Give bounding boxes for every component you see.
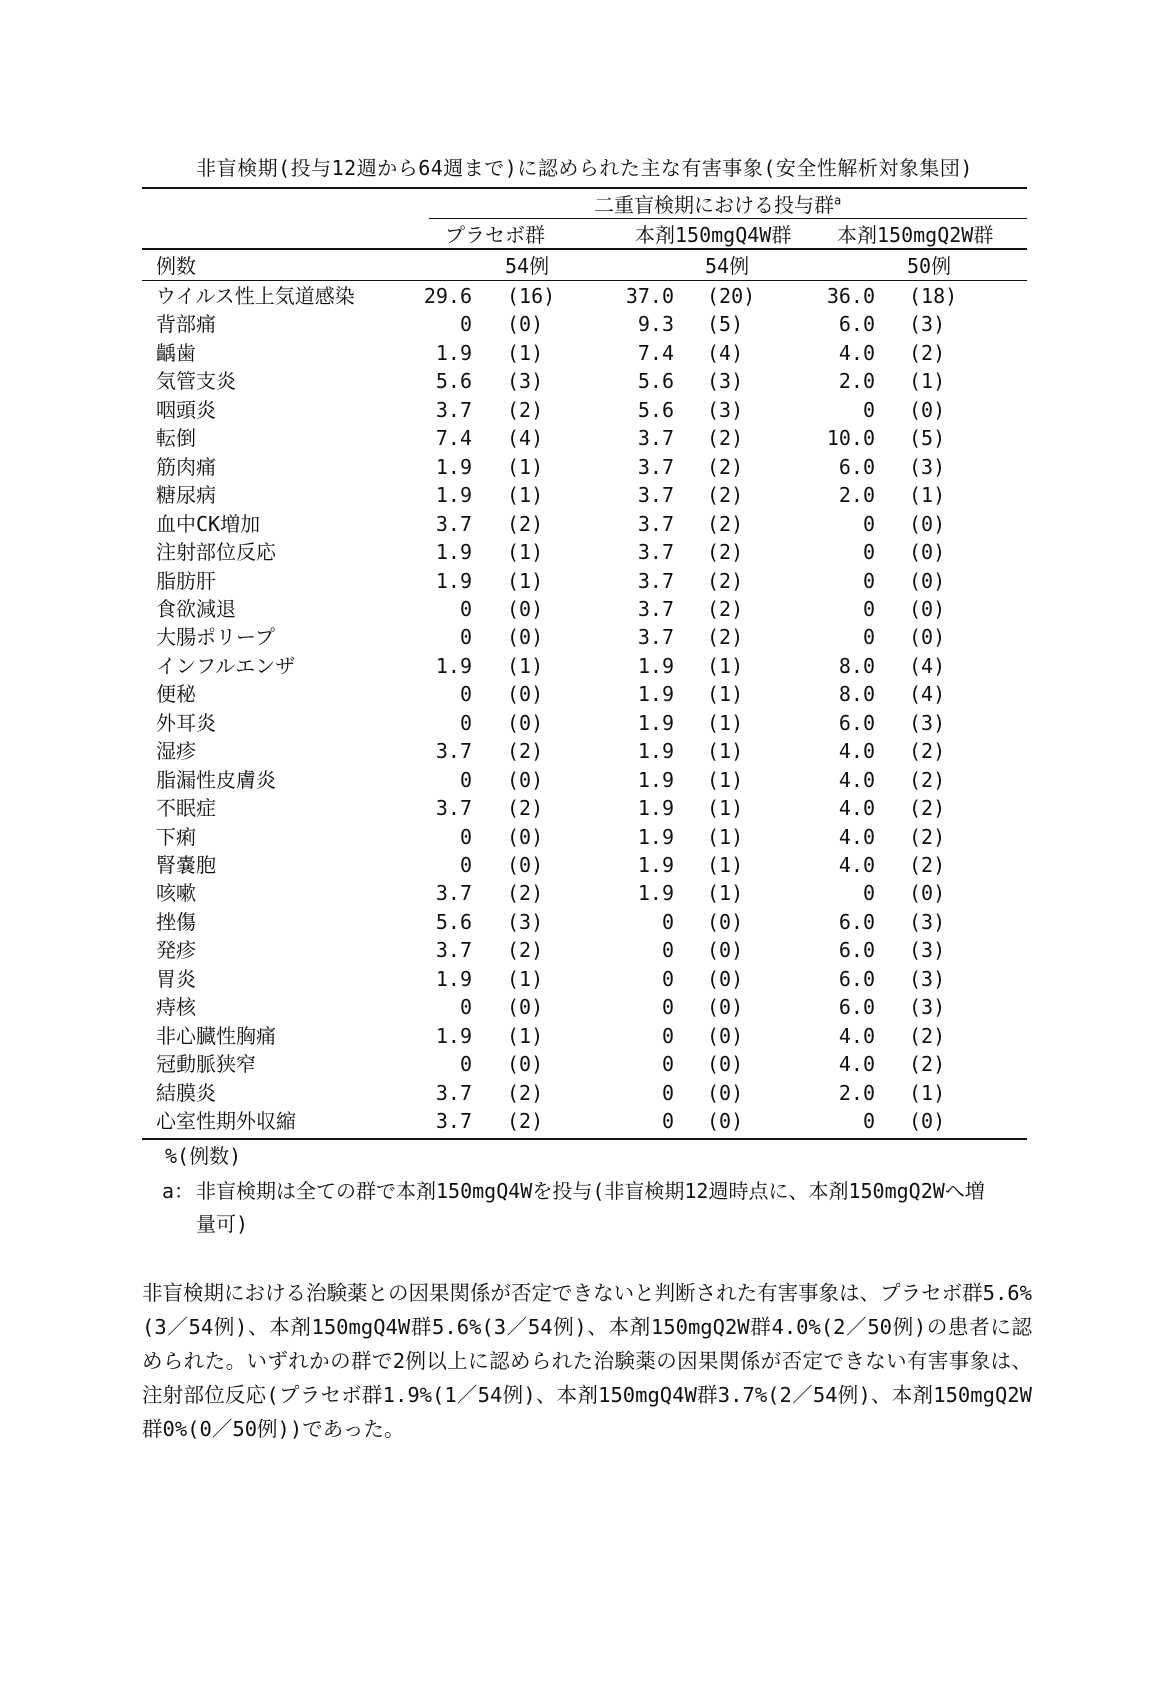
event-name: 咳嗽 [156, 881, 196, 906]
count-cell: (1) [707, 853, 744, 877]
percent-cell: 0 [459, 824, 472, 849]
count-bottom-rule [142, 280, 1027, 281]
count-cell: (2) [909, 739, 946, 764]
event-name: 脂肪肝 [156, 568, 216, 593]
percent-cell: 0 [661, 966, 674, 991]
event-name: 気管支炎 [156, 369, 236, 394]
count-placebo: 54例 [505, 254, 550, 278]
count-cell: (4) [909, 653, 946, 678]
count-cell: (1) [507, 454, 544, 479]
percent-cell: 8.0 [838, 682, 875, 707]
percent-cell: 5.6 [435, 909, 472, 934]
percent-cell: 6.0 [838, 454, 875, 479]
percent-cell: 3.7 [637, 511, 674, 536]
count-cell: (0) [707, 1052, 744, 1077]
count-cell: (1) [707, 653, 744, 678]
percent-cell: 1.9 [637, 710, 674, 735]
percent-cell: 3.7 [435, 881, 472, 906]
count-cell: (0) [707, 1109, 744, 1134]
percent-cell: 6.0 [838, 312, 875, 337]
percent-cell: 3.7 [637, 483, 674, 508]
count-cell: (2) [707, 426, 744, 451]
table-row [142, 595, 1027, 623]
event-name: 不眠症 [156, 796, 216, 821]
count-q4w: 54例 [705, 254, 750, 278]
count-cell: (1) [507, 966, 544, 991]
table-row [142, 623, 1027, 651]
percent-cell: 0 [661, 1080, 674, 1105]
group-header: 二重盲検期における投与群$^a$ [594, 193, 842, 217]
event-name: 非心臓性胸痛 [156, 1023, 276, 1048]
percent-cell: 0 [862, 625, 875, 650]
count-cell: (2) [707, 454, 744, 479]
count-cell: (0) [909, 397, 946, 422]
percent-cell: 3.7 [435, 511, 472, 536]
event-name: 下痢 [156, 824, 196, 849]
percent-cell: 6.0 [838, 710, 875, 735]
count-cell: (2) [507, 938, 544, 963]
percent-cell: 0 [661, 938, 674, 963]
event-name: 咽頭炎 [156, 397, 216, 422]
count-cell: (1) [707, 796, 744, 821]
percent-cell: 0 [862, 397, 875, 422]
count-cell: (0) [909, 881, 946, 906]
count-cell: (0) [909, 540, 946, 565]
event-name: インフルエンザ [156, 653, 296, 678]
count-cell: (1) [707, 682, 744, 707]
table-row [142, 908, 1027, 936]
percent-cell: 3.7 [435, 739, 472, 764]
percent-cell: 3.7 [637, 568, 674, 593]
table-row [142, 879, 1027, 907]
table-row [142, 823, 1027, 851]
percent-cell: 3.7 [435, 796, 472, 821]
count-cell: (3) [507, 369, 544, 394]
count-cell: (0) [707, 966, 744, 991]
table-row [142, 339, 1027, 367]
percent-cell: 2.0 [838, 1080, 875, 1105]
percent-cell: 1.9 [637, 653, 674, 678]
event-name: 外耳炎 [156, 710, 216, 735]
percent-cell: 36.0 [826, 284, 875, 308]
table-row [142, 567, 1027, 595]
count-cell: (2) [707, 483, 744, 508]
count-cell: (0) [707, 938, 744, 963]
percent-cell: 4.0 [838, 767, 875, 792]
percent-cell: 29.6 [423, 284, 472, 308]
count-cell: (16) [507, 284, 556, 308]
count-cell: (1) [707, 767, 744, 792]
count-cell: (1) [707, 710, 744, 735]
table-row [142, 1022, 1027, 1050]
percent-cell: 1.9 [435, 483, 472, 508]
count-cell: (1) [507, 340, 544, 365]
percent-cell: 1.9 [435, 540, 472, 565]
percent-cell: 6.0 [838, 995, 875, 1020]
count-cell: (3) [909, 995, 946, 1020]
table-row [142, 510, 1027, 538]
percent-cell: 37.0 [625, 284, 674, 308]
percent-cell: 3.7 [637, 540, 674, 565]
table-row [142, 680, 1027, 708]
count-cell: (2) [909, 1052, 946, 1077]
percent-cell: 0 [459, 625, 472, 650]
percent-cell: 0 [862, 596, 875, 621]
count-cell: (0) [507, 682, 544, 707]
count-cell: (4) [507, 426, 544, 451]
count-cell: (2) [707, 596, 744, 621]
count-cell: (3) [909, 909, 946, 934]
count-cell: (2) [707, 625, 744, 650]
count-cell: (3) [909, 938, 946, 963]
percent-cell: 3.7 [435, 1109, 472, 1134]
count-cell: (2) [507, 881, 544, 906]
count-cell: (0) [507, 710, 544, 735]
percent-cell: 0 [459, 682, 472, 707]
percent-cell: 6.0 [838, 938, 875, 963]
percent-cell: 1.9 [435, 1023, 472, 1048]
event-name: 食欲減退 [156, 596, 236, 621]
percent-cell: 4.0 [838, 796, 875, 821]
table-row [142, 1079, 1027, 1107]
event-name: 心室性期外収縮 [156, 1109, 296, 1134]
table-caption: 非盲検期(投与12週から64週まで)に認められた主な有害事象(安全性解析対象集団) [196, 156, 973, 180]
percent-cell: 5.6 [637, 397, 674, 422]
count-cell: (2) [707, 511, 744, 536]
count-cell: (2) [707, 568, 744, 593]
table-row [142, 282, 1027, 310]
footnote-marker: a [834, 193, 842, 208]
count-cell: (0) [507, 995, 544, 1020]
count-cell: (3) [909, 966, 946, 991]
count-cell: (2) [909, 1023, 946, 1048]
count-cell: (1) [507, 540, 544, 565]
count-cell: (0) [507, 824, 544, 849]
count-cell: (0) [507, 767, 544, 792]
percent-cell: 4.0 [838, 340, 875, 365]
count-cell: (2) [707, 540, 744, 565]
table-row [142, 1050, 1027, 1078]
count-cell: (0) [909, 1109, 946, 1134]
percent-cell: 1.9 [637, 881, 674, 906]
count-cell: (2) [909, 767, 946, 792]
event-name: 糖尿病 [156, 483, 216, 508]
percent-cell: 0 [862, 568, 875, 593]
count-cell: (5) [707, 312, 744, 337]
event-name: 挫傷 [156, 909, 196, 934]
count-cell: (3) [507, 909, 544, 934]
percent-cell: 3.7 [637, 596, 674, 621]
event-name: 齲歯 [156, 340, 196, 365]
percent-cell: 3.7 [637, 625, 674, 650]
table-row [142, 737, 1027, 765]
percent-cell: 0 [459, 710, 472, 735]
percent-cell: 0 [661, 1052, 674, 1077]
percent-cell: 8.0 [838, 653, 875, 678]
count-cell: (0) [909, 568, 946, 593]
count-cell: (1) [507, 1023, 544, 1048]
count-cell: (5) [909, 426, 946, 451]
percent-cell: 2.0 [838, 483, 875, 508]
percent-cell: 0 [661, 1023, 674, 1048]
percent-cell: 5.6 [637, 369, 674, 394]
percent-cell: 3.7 [637, 454, 674, 479]
count-cell: (0) [707, 1080, 744, 1105]
table-row [142, 652, 1027, 680]
count-cell: (4) [707, 340, 744, 365]
count-cell: (2) [507, 511, 544, 536]
count-cell: (3) [909, 312, 946, 337]
percent-cell: 4.0 [838, 1023, 875, 1048]
count-cell: (0) [707, 909, 744, 934]
event-name: 大腸ポリープ [156, 625, 275, 650]
footnote-a-line1: 非盲検期は全ての群で本剤150mgQ4Wを投与(非盲検期12週時点に、本剤150mgQ2Wへ増 [196, 1179, 985, 1203]
event-name: 筋肉痛 [156, 454, 216, 479]
count-cell: (1) [909, 483, 946, 508]
table-row [142, 936, 1027, 964]
percent-cell: 1.9 [435, 966, 472, 991]
count-cell: (0) [507, 596, 544, 621]
percent-cell: 4.0 [838, 739, 875, 764]
event-name: 注射部位反応 [156, 540, 276, 565]
count-cell: (0) [909, 625, 946, 650]
count-cell: (3) [909, 454, 946, 479]
column-header-placebo: プラセボ群 [445, 223, 545, 247]
count-cell: (0) [909, 596, 946, 621]
table-row [142, 851, 1027, 879]
table-row [142, 453, 1027, 481]
count-q2w: 50例 [907, 254, 952, 278]
percent-cell: 0 [661, 1109, 674, 1134]
table-row [142, 310, 1027, 338]
percent-cell: 1.9 [637, 767, 674, 792]
event-name: 腎嚢胞 [156, 853, 216, 877]
count-cell: (0) [507, 625, 544, 650]
event-name: ウイルス性上気道感染 [156, 284, 355, 308]
count-cell: (1) [507, 483, 544, 508]
count-cell: (2) [909, 340, 946, 365]
count-cell: (18) [909, 284, 958, 308]
count-cell: (2) [507, 739, 544, 764]
percent-cell: 1.9 [435, 454, 472, 479]
percent-cell: 3.7 [435, 397, 472, 422]
unit-note: %(例数) [165, 1144, 242, 1168]
table-bottom-rule [142, 1138, 1027, 1140]
percent-cell: 0 [862, 881, 875, 906]
percent-cell: 2.0 [838, 369, 875, 394]
event-name: 脂漏性皮膚炎 [156, 767, 276, 792]
count-cell: (2) [909, 824, 946, 849]
table-row [142, 709, 1027, 737]
percent-cell: 6.0 [838, 909, 875, 934]
footnote-a-line2: 量可) [196, 1212, 249, 1236]
count-cell: (1) [707, 824, 744, 849]
percent-cell: 5.6 [435, 369, 472, 394]
footnote-a [162, 1175, 1032, 1241]
event-name: 胃炎 [156, 966, 196, 991]
event-name: 血中CK増加 [156, 511, 261, 536]
percent-cell: 3.7 [637, 426, 674, 451]
column-header-q2w: 本剤150mgQ2W群 [837, 223, 994, 247]
count-cell: (2) [507, 1109, 544, 1134]
percent-cell: 1.9 [637, 824, 674, 849]
percent-cell: 0 [459, 1052, 472, 1077]
percent-cell: 0 [459, 995, 472, 1020]
table-row [142, 766, 1027, 794]
percent-cell: 1.9 [435, 568, 472, 593]
count-cell: (3) [707, 369, 744, 394]
percent-cell: 3.7 [435, 1080, 472, 1105]
percent-cell: 3.7 [435, 938, 472, 963]
percent-cell: 0 [862, 1109, 875, 1134]
count-cell: (0) [707, 1023, 744, 1048]
count-cell: (20) [707, 284, 756, 308]
event-name: 転倒 [156, 426, 196, 451]
table-row [142, 481, 1027, 509]
percent-cell: 10.0 [826, 426, 875, 451]
event-name: 便秘 [156, 682, 196, 707]
percent-cell: 0 [459, 596, 472, 621]
table-row [142, 538, 1027, 566]
count-cell: (4) [909, 682, 946, 707]
percent-cell: 0 [862, 540, 875, 565]
table-row [142, 794, 1027, 822]
count-cell: (2) [507, 397, 544, 422]
table-top-rule [142, 187, 1027, 189]
event-name: 発疹 [156, 938, 196, 963]
table-row [142, 993, 1027, 1021]
count-cell: (3) [909, 710, 946, 735]
percent-cell: 1.9 [637, 682, 674, 707]
count-cell: (2) [507, 796, 544, 821]
summary-paragraph: 非盲検期における治験薬との因果関係が否定できないと判断された有害事象は、プラセボ群5.6%(3／54例)、本剤150mgQ4W群5.6%(3／54例)、本剤150mgQ2W群4.0%(2／50例)の患者に認められた。いずれかの群で2例以上に認められた治験薬の因果関係が否定できない有害事象は、注射部位反応(プラセボ群1.9%(1／54例)、本剤150mgQ4W群3.7%(2／54例)、本剤150mgQ2W群0%(0／50例))であった。 [142, 1281, 1032, 1441]
count-cell: (1) [507, 653, 544, 678]
percent-cell: 0 [459, 312, 472, 337]
footnote-a-label: a： [162, 1179, 195, 1203]
count-cell: (1) [707, 739, 744, 764]
percent-cell: 4.0 [838, 1052, 875, 1077]
percent-cell: 9.3 [637, 312, 674, 337]
percent-cell: 0 [862, 511, 875, 536]
header-bottom-rule [142, 248, 1027, 250]
percent-cell: 1.9 [435, 653, 472, 678]
table-row [142, 396, 1027, 424]
table-row [142, 367, 1027, 395]
percent-cell: 1.9 [637, 739, 674, 764]
count-cell: (2) [909, 796, 946, 821]
percent-cell: 6.0 [838, 966, 875, 991]
count-cell: (3) [707, 397, 744, 422]
count-label: 例数 [156, 254, 196, 278]
count-cell: (1) [507, 568, 544, 593]
count-cell: (2) [909, 853, 946, 877]
column-header-q4w: 本剤150mgQ4W群 [635, 223, 792, 247]
count-cell: (1) [707, 881, 744, 906]
count-cell: (0) [707, 995, 744, 1020]
event-name: 冠動脈狭窄 [156, 1052, 256, 1077]
table-row [142, 1107, 1027, 1135]
percent-cell: 1.9 [637, 796, 674, 821]
count-cell: (2) [507, 1080, 544, 1105]
percent-cell: 4.0 [838, 824, 875, 849]
percent-cell: 4.0 [838, 853, 875, 877]
count-cell: (1) [909, 1080, 946, 1105]
count-cell: (0) [507, 1052, 544, 1077]
count-cell: (1) [909, 369, 946, 394]
percent-cell: 0 [459, 767, 472, 792]
percent-cell: 7.4 [435, 426, 472, 451]
table-row [142, 965, 1027, 993]
event-name: 結膜炎 [156, 1080, 216, 1105]
event-name: 湿疹 [156, 739, 196, 764]
percent-cell: 0 [661, 909, 674, 934]
table-row [142, 424, 1027, 452]
count-cell: (0) [507, 312, 544, 337]
count-cell: (0) [507, 853, 544, 877]
count-cell: (0) [909, 511, 946, 536]
percent-cell: 0 [661, 995, 674, 1020]
percent-cell: 7.4 [637, 340, 674, 365]
percent-cell: 1.9 [435, 340, 472, 365]
percent-cell: 1.9 [637, 853, 674, 877]
percent-cell: 0 [459, 853, 472, 877]
event-name: 痔核 [156, 995, 196, 1020]
event-name: 背部痛 [156, 312, 216, 337]
